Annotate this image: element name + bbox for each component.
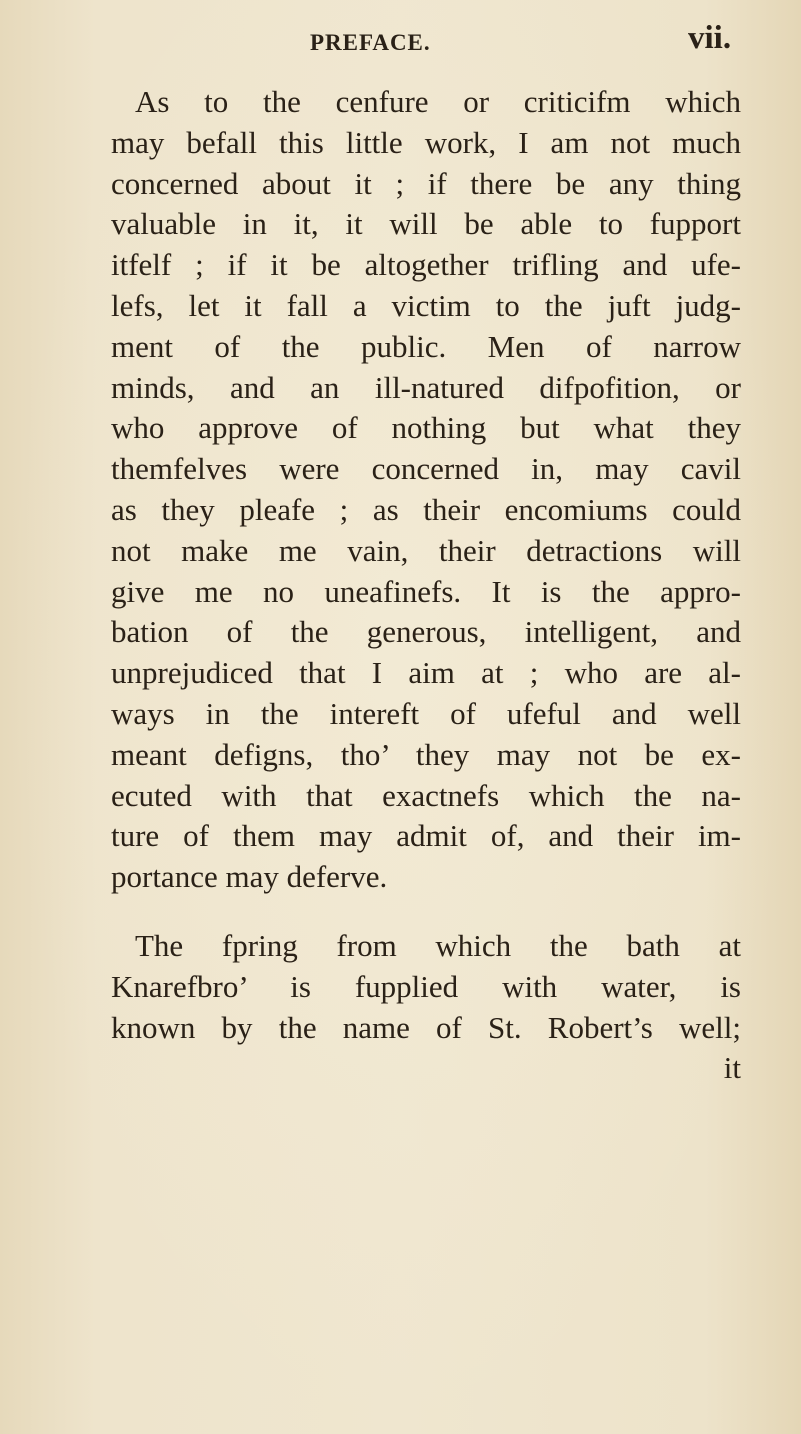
text-line: lefs, let it fall a victim to the juft judg- xyxy=(111,287,741,323)
text-line: meant defigns, tho’ they may not be ex- xyxy=(111,736,741,772)
text-line: ment of the public. Men of narrow xyxy=(111,328,741,364)
text-line: portance may deferve. xyxy=(111,859,388,895)
text-line: unprejudiced that I aim at ; who are al- xyxy=(111,655,741,691)
paragraph-2 xyxy=(111,926,741,1089)
text-line: not make me vain, their detractions will xyxy=(111,532,741,568)
text-line: minds, and an ill-natured difpofition, or xyxy=(111,369,741,405)
body-text xyxy=(111,82,741,1089)
text-line: as they pleafe ; as their encomiums could xyxy=(111,491,741,527)
text-line: As to the cenfure or criticifm which xyxy=(135,84,741,119)
running-head: PREFACE. xyxy=(310,30,431,55)
text-line: The fpring from which the bath at xyxy=(135,927,741,963)
text-line: concerned about it ; if there be any thing xyxy=(111,165,741,201)
catchword: it xyxy=(723,1050,741,1086)
text-line: Knarefbro’ is fupplied with water, is xyxy=(111,968,741,1004)
text-line: who approve of nothing but what they xyxy=(111,410,741,446)
text-line: known by the name of St. Robert’s well; xyxy=(111,1009,741,1045)
page-header xyxy=(310,8,740,58)
text-line: valuable in it, it will be able to fupport xyxy=(111,206,741,242)
text-line: give me no uneafinefs. It is the appro- xyxy=(111,573,741,609)
text-line: themfelves were concerned in, may cavil xyxy=(111,451,741,487)
paragraph-1 xyxy=(111,82,741,898)
text-line: ways in the intereft of ufeful and well xyxy=(111,695,741,731)
text-line: bation of the generous, intelligent, and xyxy=(111,614,741,650)
text-line: ecuted with that exactnefs which the na- xyxy=(111,777,741,813)
page-number: vii. xyxy=(688,20,732,56)
text-line: ture of them may admit of, and their im- xyxy=(111,818,741,854)
text-line: itfelf ; if it be altogether trifling and ufe- xyxy=(111,247,741,283)
text-line: may befall this little work, I am not much xyxy=(111,124,741,160)
